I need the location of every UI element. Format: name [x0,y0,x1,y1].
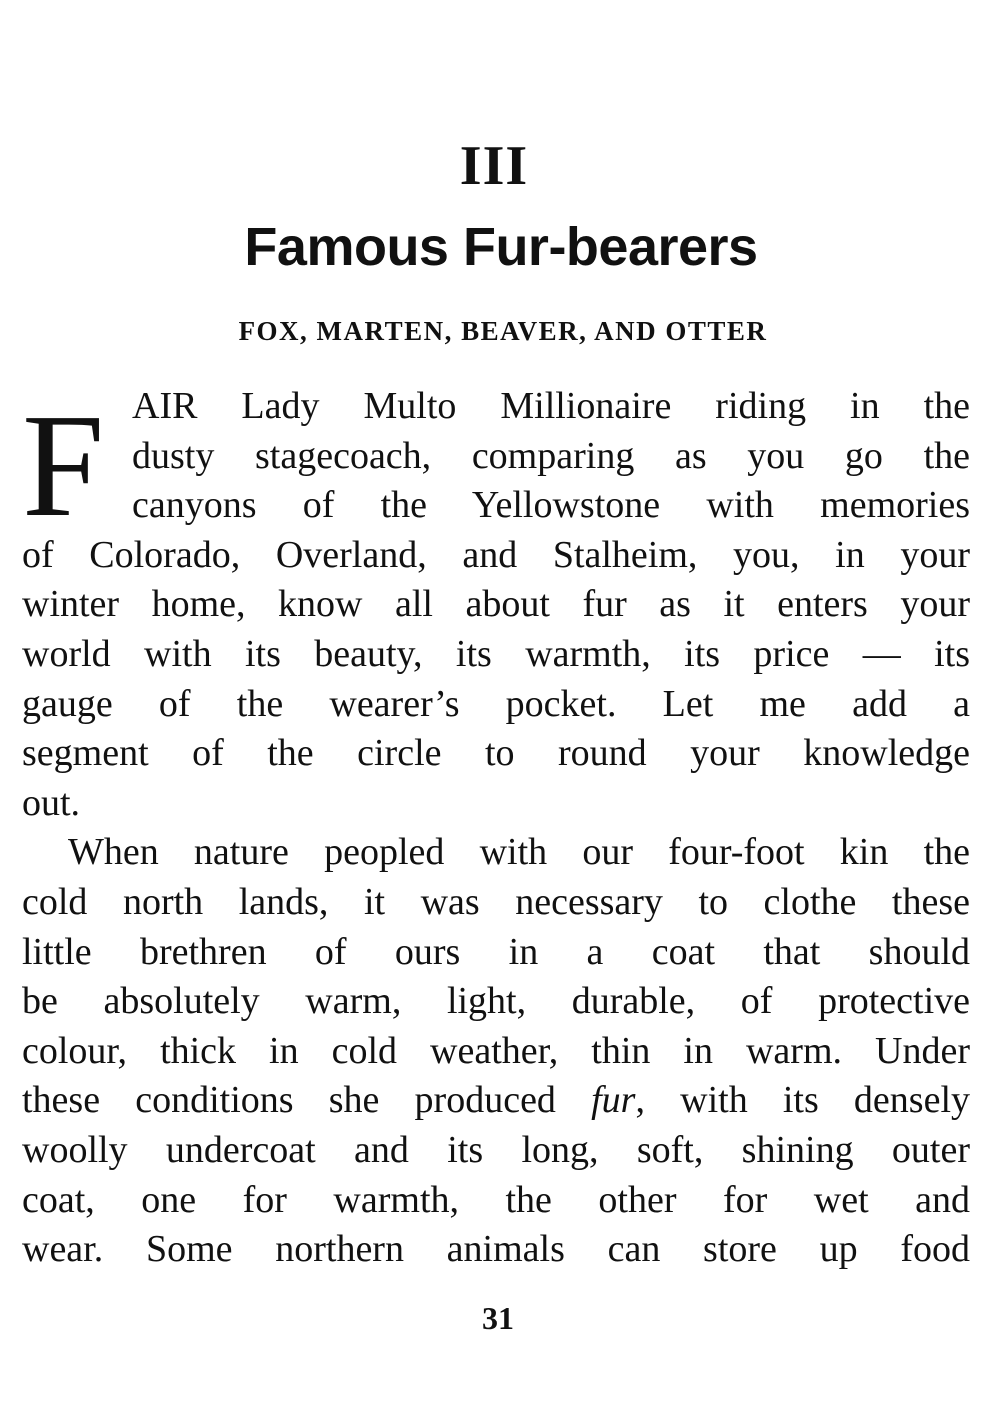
text-line: canyons of the Yellowstone with memories [132,484,970,527]
page-number: 31 [482,1300,514,1336]
text-line: little brethren of ours in a coat that should [22,930,970,973]
text-line: segment of the circle to round your knowledge [22,732,970,775]
text-line: wear. Some northern animals can store up food [22,1228,970,1271]
text-line: out. [22,781,81,824]
text-line: AIR Lady Multo Millionaire riding in the [132,385,970,427]
chapter-title: Famous Fur-bearers [244,217,758,277]
chapter-subtitle: FOX, MARTEN, BEAVER, AND OTTER [238,316,768,346]
emphasized-word: fur [591,1079,636,1122]
paragraph-2 [22,828,970,1274]
text-line: woolly undercoat and its long, soft, shining outer [22,1128,970,1171]
text-line: winter home, know all about fur as it enters your [22,583,970,626]
text-line: dusty stagecoach, comparing as you go the [132,434,970,477]
text-line: world with its beauty, its warmth, its price — its [22,632,970,675]
chapter-number: III [459,135,529,197]
text-line: coat, one for warmth, the other for wet and [22,1178,970,1221]
text-line: cold north lands, it was necessary to clothe these [22,880,970,923]
text-line: When nature peopled with our four-foot kin the [68,831,970,874]
text-line: be absolutely warm, light, durable, of protective [22,980,970,1023]
text-line: of Colorado, Overland, and Stalheim, you, in your [22,533,970,576]
drop-cap: F [22,384,105,548]
paragraph-1 [22,382,970,828]
text-line: gauge of the wearer’s pocket. Let me add a [22,682,970,725]
text-line: these conditions she produced fur, with its densely [22,1079,970,1122]
body-text [22,382,970,1275]
text-line: colour, thick in cold weather, thin in warm. Under [22,1029,970,1072]
